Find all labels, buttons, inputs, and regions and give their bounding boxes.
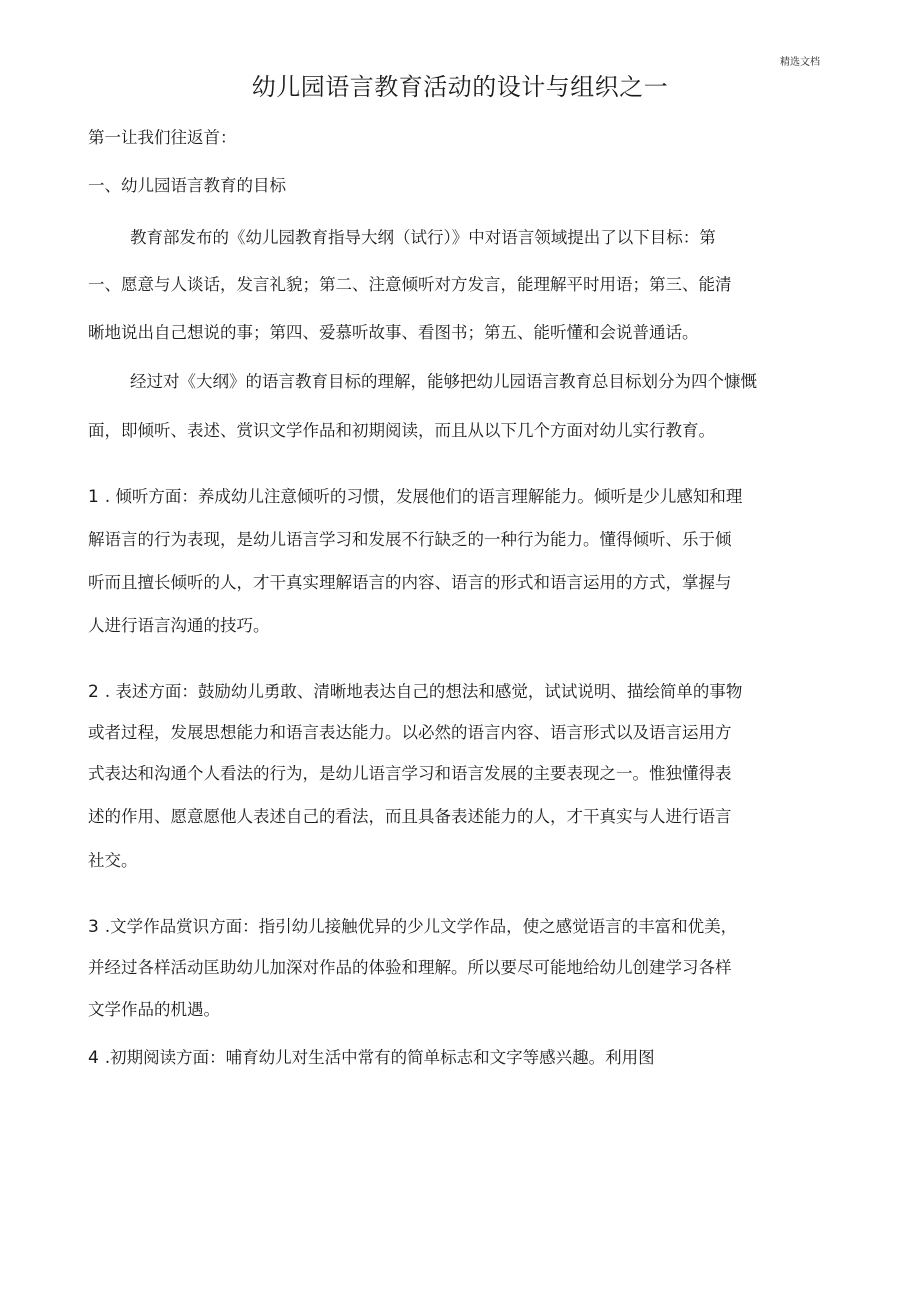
list-item-line: 或者过程，发展思想能力和语言表达能力。以必然的语言内容、语言形式以及语言运用方 [88, 723, 732, 742]
section-heading: 一、幼儿园语言教育的目标 [88, 176, 286, 195]
watermark-label: 精选文档 [780, 57, 820, 68]
paragraph-line: 晰地说出自己想说的事；第四、爱慕听故事、看图书；第五、能听懂和会说普通话。 [88, 323, 699, 342]
list-item-number: 3 [88, 917, 99, 937]
list-item-line: 人进行语言沟通的技巧。 [88, 616, 270, 635]
list-item-line: 解语言的行为表现，是幼儿语言学习和发展不行缺乏的一种行为能力。懂得倾听、乐于倾 [88, 530, 732, 549]
list-item-text: .文学作品赏识方面：指引幼儿接触优异的少儿文学作品，使之感觉语言的丰富和优美， [104, 917, 738, 936]
paragraph-line: 经过对《大纲》的语言教育目标的理解，能够把幼儿园语言教育总目标划分为四个慷慨 [130, 372, 757, 391]
paragraph-line: 面，即倾听、表述、赏识文学作品和初期阅读，而且从以下几个方面对幼儿实行教育。 [88, 421, 715, 440]
list-item-line [88, 915, 737, 939]
list-item-text: . 倾听方面：养成幼儿注意倾听的习惯，发展他们的语言理解能力。倾听是少儿感知和理 [104, 487, 743, 506]
list-item-line [88, 1046, 655, 1070]
list-item-text: . 表述方面：鼓励幼儿勇敢、清晰地表达自己的想法和感觉，试试说明、描绘简单的事物 [104, 682, 743, 701]
list-item-number: 4 [88, 1048, 99, 1068]
list-item-line: 述的作用、愿意愿他人表述自己的看法，而且具备表述能力的人，才干真实与人进行语言 [88, 807, 732, 826]
page-title: 幼儿园语言教育活动的设计与组织之一 [251, 73, 669, 101]
list-item-line: 社交。 [88, 851, 138, 870]
paragraph-line: 一、愿意与人谈话，发言礼貌；第二、注意倾听对方发言，能理解平时用语；第三、能清 [88, 275, 732, 294]
list-item-line [88, 485, 742, 509]
list-item-line: 式表达和沟通个人看法的行为，是幼儿语言学习和语言发展的主要表现之一。惟独懂得表 [88, 764, 732, 783]
list-item-line [88, 680, 742, 704]
list-item-number: 2 [88, 682, 99, 702]
list-item-line: 文学作品的机遇。 [88, 1000, 220, 1019]
list-item-number: 1 [88, 487, 99, 507]
list-item-text: .初期阅读方面：哺育幼儿对生活中常有的简单标志和文字等感兴趣。利用图 [104, 1048, 655, 1067]
intro-line: 第一让我们往返首： [88, 128, 237, 147]
paragraph-line: 教育部发布的《幼儿园教育指导大纲（试行）》中对语言领域提出了以下目标：第 [130, 228, 716, 247]
list-item-line: 并经过各样活动匡助幼儿加深对作品的体验和理解。所以要尽可能地给幼儿创建学习各样 [88, 958, 732, 977]
list-item-line: 听而且擅长倾听的人，才干真实理解语言的内容、语言的形式和语言运用的方式，掌握与 [88, 573, 732, 592]
